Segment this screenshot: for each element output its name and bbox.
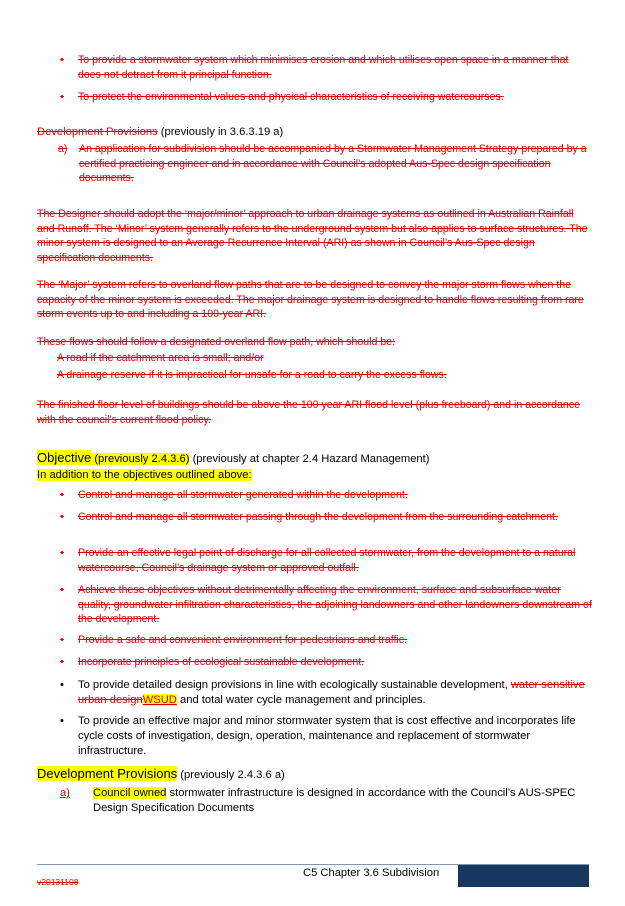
bullet-text: Achieve these objectives without detrimentally affecting the environment, surface and subsurface water quality, groundwater infiltration characteristics, the adjoining landowners and other landowners downstream of the development. [78,584,592,626]
footer-version: v20131108 [37,877,79,887]
bullet-text: Control and manage all stormwater generated within the development. [78,489,408,501]
objective-note-highlight: (previously 2.4.3.6) [91,453,189,465]
list-item [52,546,592,576]
heading-note: (previously in 3.6.3.19 a) [160,126,284,138]
bullet-icon: • [60,634,64,646]
list-item [52,53,592,83]
objective-note: (previously at chapter 2.4 Hazard Management) [192,453,430,465]
bullet-text: To protect the environmental values and physical characteristics of receiving watercourses. [78,91,504,103]
list-item: A drainage reserve if it is impractical for unsafe for a road to carry the excess flows. [57,369,447,381]
bullet-text: To provide a stormwater system which minimises erosion and which utilises open space in a manner that does not detract from it principal function. [78,54,569,81]
bullet-text: Provide a safe and convenient environment for pedestrians and traffic. [78,634,407,646]
paragraph: The ‘Major’ system refers to overland flow paths that are to be designed to convey the major storm flows when the capacity of the minor system is exceeded. The major drainage system is designed to handle flows resulting from rare storm events up to and including a 100-year ARI. [37,279,584,321]
bullet-text: Control and manage all stormwater passing through the development from the surrounding catchment. [78,511,558,523]
section-heading [37,767,597,782]
item-text: Council owned stormwater infrastructure is designed in accordance with the Council’s AUS-SPEC Design Specification Documents [93,787,576,814]
paragraph: The Designer should adopt the ‘major/minor’ approach to urban drainage systems as outlined in Australian Rainfall and Runoff. The ‘Minor’ system generally refers to the underground system but also applies to surface structures. The minor system is designed to an Average Recurrence Interval (ARI) as shown in Council’s Aus-Spec design specification documents. [37,208,588,264]
bullet-text: To provide an effective major and minor stormwater system that is cost effective and incorporates life cycle costs of investigation, design, operation, maintenance and replacement of stormwater infrastructure. [78,715,576,757]
heading-deleted: Development Provisions [37,126,158,138]
list-item [52,655,592,671]
bullet-text: To provide detailed design provisions in line with ecologically sustainable development, water sensitive urban designWSUD and total water cycle management and principles. [78,679,585,706]
list-item [52,714,592,760]
list-item [52,633,592,649]
objective-title: Objective [37,450,92,465]
bullet-icon: • [60,656,64,668]
footer-bar [458,865,589,887]
list-item [52,488,592,504]
item-label: a) [58,143,68,155]
paragraph: These flows should follow a designated overland flow path, which should be: [37,336,396,348]
list-item: A road if the catchment area is small; and/or [57,352,264,364]
footer-title: C5 Chapter 3.6 Subdivision [303,867,440,879]
bullet-text: Incorporate principles of ecological sustainable development. [78,656,365,668]
bullet-text: Provide an effective legal point of discharge for all collected stormwater, from the development to a natural watercourse, Council’s drainage system or approved outfall. [78,547,576,574]
objective-intro: In addition to the objectives outlined above: [37,469,252,481]
heading-title: Development Provisions [37,766,178,781]
bullet-icon: • [60,91,64,103]
section-heading [37,125,597,139]
bullet-icon: • [60,715,64,727]
list-item [52,90,592,106]
item-label: a) [60,787,70,799]
heading-note: (previously 2.4.3.6 a) [180,769,285,781]
list-item [52,678,592,710]
bullet-icon: • [60,489,64,501]
bullet-icon: • [60,547,64,559]
bullet-icon: • [60,54,64,66]
item-text: An application for subdivision should be accompanied by a Stormwater Management Strategy prepared by a certified practicing engineer and in accordance with Council’s adopted Aus-Spec design specification documents. [79,143,587,185]
bullet-icon: • [60,511,64,523]
list-item [60,786,590,818]
bullet-icon: • [60,679,64,691]
objective-heading [37,451,597,466]
list-item [52,510,592,540]
paragraph: The finished floor level of buildings should be above the 100 year ARI flood level (plus freeboard) and in accordance with the council’s current flood policy. [37,399,580,426]
list-item [58,142,592,186]
list-item [52,583,592,627]
bullet-icon: • [60,584,64,596]
